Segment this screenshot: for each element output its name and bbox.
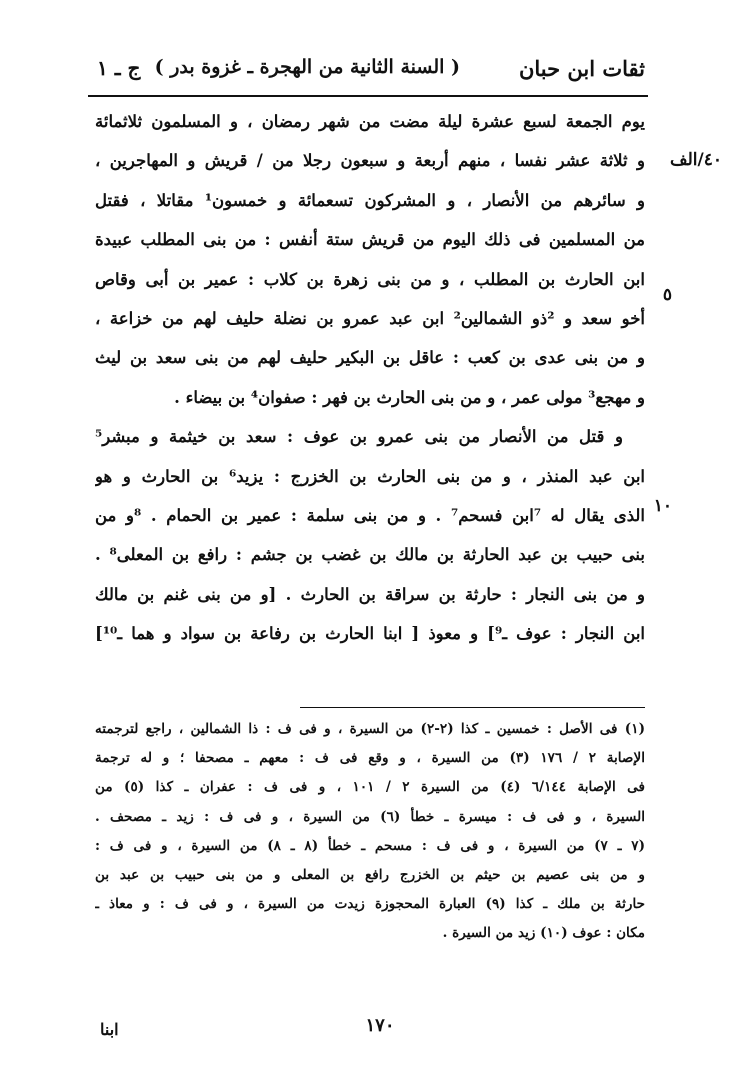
text-line: ابن عبد المنذر ، و من بنى الحارث بن الخزرج : يزيد⁶ بن الحارث و هو bbox=[95, 466, 645, 486]
text-line: و ثلاثة عشر نفسا ، منهم أربعة و سبعون رجلا من / قريش و المهاجرين ، bbox=[95, 151, 645, 171]
footnote-line: الإصابة ٢ / ١٧٦ (٣) من السيرة ، و وقع فى ف : معهم ـ مصحفا ؛ و له ترجمة bbox=[95, 750, 645, 767]
footnote-line: (١) فى الأصل : خمسين ـ كذا (٢-٢) من السيرة ، و فى ف : ذا الشمالين ، راجع لترجمته bbox=[95, 721, 645, 737]
catchword: ابنا bbox=[100, 1020, 119, 1039]
footnote-line: مكان : عوف (١٠) زيد من السيرة . bbox=[442, 925, 645, 942]
text-line: و من بنى النجار : حارثة بن سراقة بن الحارث . [و من بنى غنم بن مالك bbox=[95, 584, 645, 604]
footnote-line: فى الإصابة ٦/١٤٤ (٤) من السيرة ٢ / ١٠١ ، و فى ف : عفران ـ كذا (٥) من bbox=[95, 779, 645, 796]
text-line: ابن الحارث بن المطلب ، و من بنى زهرة بن كلاب : عمير بن أبى وقاص bbox=[95, 269, 645, 289]
running-title: ثقات ابن حبان bbox=[518, 56, 645, 81]
volume-label: ج ـ ١ bbox=[97, 56, 141, 80]
text-line: و من بنى عدى بن كعب : عاقل بن البكير حليف لهم من بنى سعد بن ليث bbox=[95, 348, 645, 368]
margin-line-number: ٥ bbox=[662, 285, 672, 305]
footnote-line: حارثة بن ملك ـ كذا (٩) العبارة المحجوزة زيدت من السيرة ، و فى ف : و معاذ ـ bbox=[95, 896, 645, 913]
page-header bbox=[95, 52, 645, 88]
footnote-line: السيرة ، و فى ف : ميسرة ـ خطأ (٦) من السيرة ، و فى ف : زيد ـ مصحف . bbox=[95, 808, 645, 825]
text-line: و قتل من الأنصار من بنى عمرو بن عوف : سعد بن خيثمة و مبشر⁵ bbox=[95, 427, 623, 447]
footnote-rule bbox=[300, 707, 645, 708]
text-line: و مهجع³ مولى عمر ، و من بنى الحارث بن فهر : صفوان⁴ بن بيضاء . bbox=[174, 387, 645, 407]
text-line: الذى يقال له ⁷ابن فسحم⁷ . و من بنى سلمة : عمير بن الحمام . ⁸و من bbox=[95, 505, 645, 525]
text-line: بنى حبيب بن عبد الحارثة بن مالك بن غضب بن جشم : رافع بن المعلى⁸ . bbox=[95, 545, 645, 565]
main-text bbox=[95, 102, 645, 653]
margin-line-number: ١٠ bbox=[653, 496, 672, 516]
footnotes bbox=[95, 715, 645, 949]
footnote-line: (٧ ـ ٧) من السيرة ، و فى ف : مسحم ـ خطأ (٨ ـ ٨) من السيرة ، و فى ف : bbox=[95, 837, 645, 854]
text-line: أخو سعد و ²ذو الشمالين² ابن عبد عمرو بن نضلة حليف لهم من خزاعة ، bbox=[95, 308, 645, 328]
text-line: و سائرهم من الأنصار ، و المشركون تسعمائة و خمسون¹ مقاتلا ، فقتل bbox=[95, 190, 645, 210]
text-line: يوم الجمعة لسبع عشرة ليلة مضت من شهر رمضان ، و المسلمون ثلاثمائة bbox=[95, 112, 645, 131]
footnote-line: و من بنى عصيم بن حيثم بن الخزرج رافع بن المعلى و من بنى حبيب بن عبد بن bbox=[95, 866, 645, 883]
section-title: ( السنة الثانية من الهجرة ـ غزوة بدر ) bbox=[154, 56, 460, 78]
text-line: ابن النجار : عوف ـ⁹] و معوذ [ ابنا الحارث بن رفاعة بن سواد و هما ـ¹⁰] bbox=[95, 624, 645, 644]
margin-folio: ٤٠/الف bbox=[670, 150, 722, 170]
text-line: من المسلمين فى ذلك اليوم من قريش ستة أنفس : من بنى المطلب عبيدة bbox=[95, 230, 645, 250]
header-rule bbox=[88, 95, 648, 97]
page-number: ١٧٠ bbox=[365, 1015, 395, 1036]
